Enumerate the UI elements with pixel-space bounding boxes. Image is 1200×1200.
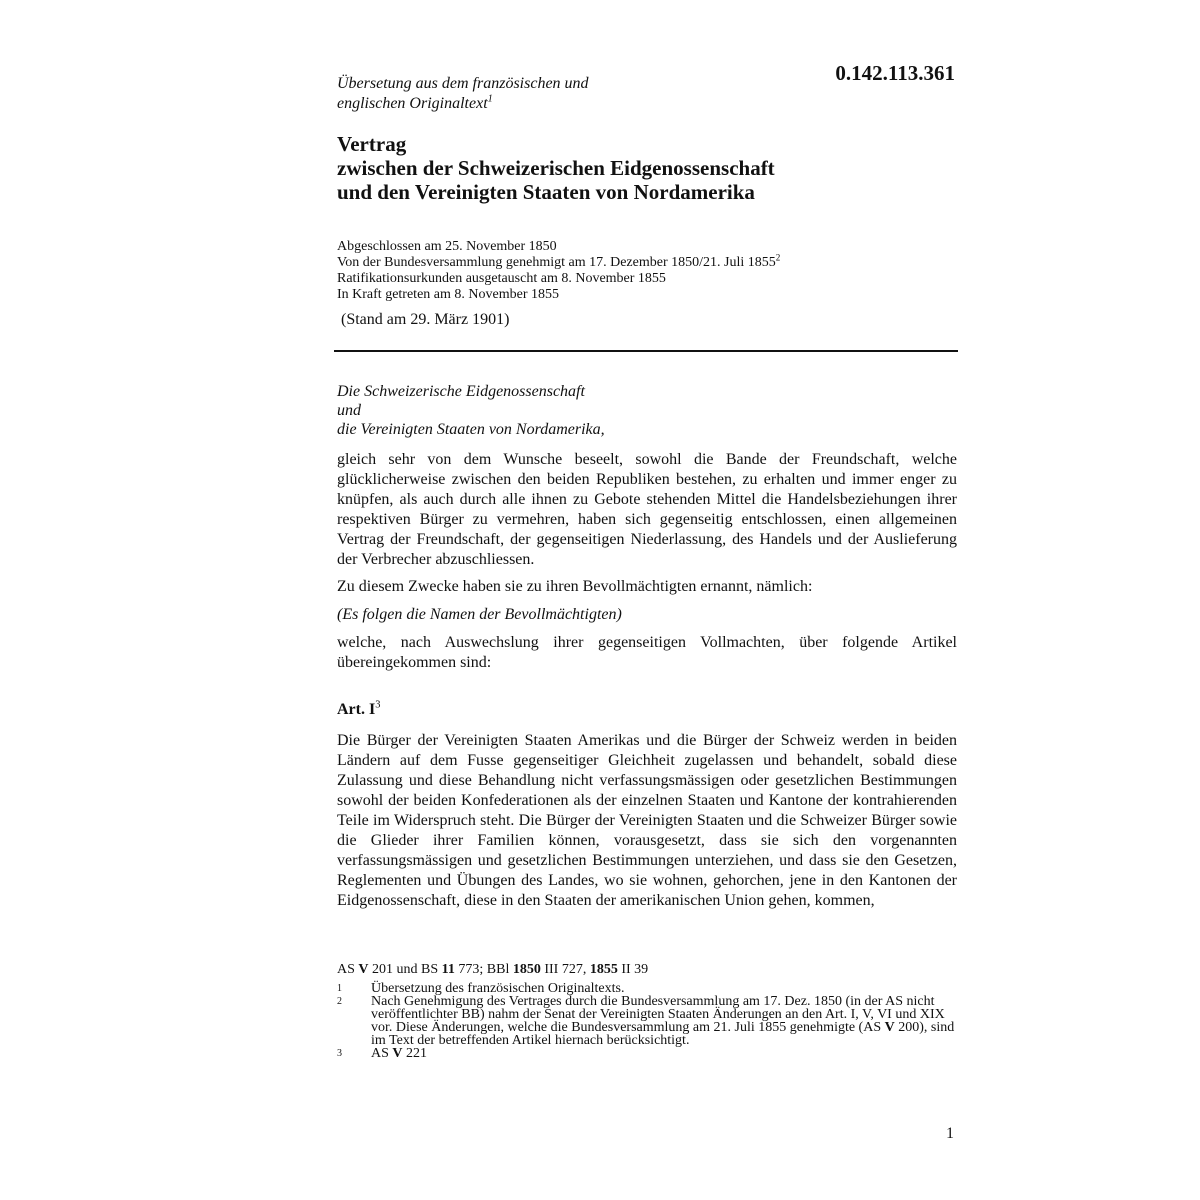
source-text: AS bbox=[337, 962, 359, 977]
footnote-ref-3[interactable]: 3 bbox=[375, 699, 381, 711]
footnote-text bbox=[371, 995, 957, 1047]
title-line3: und den Vereinigten Staaten von Nordamerika bbox=[337, 180, 755, 204]
source-text: III 727, bbox=[540, 962, 590, 977]
document-title bbox=[337, 132, 977, 204]
in-force-date: In Kraft getreten am 8. November 1855 bbox=[337, 287, 559, 302]
footnote-ref-1[interactable]: 1 bbox=[487, 93, 493, 105]
footnote-text-part: 200), sind im Text der betreffenden Artikel hiernach berücksichtigt. bbox=[371, 1020, 955, 1048]
article-text: Die Bürger der Vereinigten Staaten Amerikas und die Bürger der Schweiz werden in beiden Ländern auf dem Fusse gegenseitiger Gleichheit zugelassen und behandelt, sobald diese Zulassung und diese Behandlung nicht verfassungsmässigen oder gesetzlichen Bestimmungen sowohl der beiden Konfederationen als der einzelnen Staaten und Kantone der kontrahierenden Teile im Widerspruch steht. Die Bürger der Vereinigten Staaten und die Schweizer Bürger sowie die Glieder ihrer Familien können, vorausgesetzt, dass sie sich den vorgenannten verfassungsmässigen und gesetzlichen Bestimmungen unterziehen, und dass sie den Gesetzen, Reglementen und Übungen des Landes, wo sie wohnen, gehorchen, jene in den Kantonen der Eidgenossenschaft, diese in den Staaten der amerikanischen Union gehen, kommen, bbox=[337, 732, 957, 909]
article-heading bbox=[337, 701, 380, 719]
footnote-3 bbox=[337, 1047, 957, 1060]
footnote-number: 2 bbox=[337, 996, 342, 1007]
preamble-parties bbox=[337, 382, 957, 439]
footnote-number: 1 bbox=[337, 983, 342, 994]
preamble-paragraph: gleich sehr von dem Wunsche beseelt, sowohl die Bande der Freundschaft, welche glücklicherweise zwischen den beiden Republiken bestehen, zu erhalten und immer enger zu knüpfen, als auch durch alle ihnen zu Gebote stehenden Mittel die Handelsbeziehungen ihrer respektiven Bürger zu vermehren, haben sich gegenseitig entschlossen, einen allgemeinen Vertrag der Freundschaft, der gegenseitigen Niederlassung, des Handels und der Auslieferung der Verbrecher abzuschliessen. bbox=[337, 451, 957, 568]
preamble-line2: und bbox=[337, 402, 361, 419]
source-text: 773; BBl bbox=[454, 962, 513, 977]
footnote-source bbox=[337, 963, 957, 976]
source-bold: V bbox=[358, 962, 369, 977]
ratification-date: Ratifikationsurkunden ausgetauscht am 8. November 1855 bbox=[337, 271, 666, 286]
footnote-number: 3 bbox=[337, 1048, 342, 1059]
status-date: (Stand am 29. März 1901) bbox=[341, 311, 510, 328]
preamble-line3: die Vereinigten Staaten von Nordamerika, bbox=[337, 421, 605, 438]
approval-date: Von der Bundesversammlung genehmigt am 17. Dezember 1850/21. Juli 1855 bbox=[337, 255, 776, 270]
footnote-text-bold: V bbox=[884, 1020, 895, 1035]
sr-number: 0.142.113.361 bbox=[835, 61, 955, 85]
translation-note-line1: Übersetung aus dem französischen und bbox=[337, 75, 589, 92]
header-divider bbox=[334, 350, 958, 352]
agreement-paragraph: welche, nach Auswechslung ihrer gegenseitigen Vollmachten, über folgende Artikel übereingekommen sind: bbox=[337, 634, 957, 671]
source-bold: 1850 bbox=[512, 962, 541, 977]
plenipotentiaries-paragraph: Zu diesem Zwecke haben sie zu ihren Bevollmächtigten ernannt, nämlich: bbox=[337, 578, 813, 595]
footnote-2 bbox=[337, 995, 957, 1047]
footnote-text-part: Nach Genehmigung des Vertrages durch die Bundesversammlung am 17. Dez. 1850 (in der AS nicht veröffentlichter BB) nahm der Senat der Vereinigten Staaten Änderungen an den Art. I, V, VI und XIX vor. Diese Änderungen, welche die Bundesversammlung am 21. Juli 1855 genehmigte (AS bbox=[371, 994, 945, 1035]
footnote-text-part: AS bbox=[371, 1046, 393, 1061]
source-bold: 11 bbox=[441, 962, 455, 977]
concluded-date: Abgeschlossen am 25. November 1850 bbox=[337, 239, 557, 254]
footnote-text: Übersetzung des französischen Originaltexts. bbox=[371, 981, 625, 996]
source-bold: 1855 bbox=[589, 962, 618, 977]
source-text: 201 und BS bbox=[368, 962, 442, 977]
title-line1: Vertrag bbox=[337, 132, 407, 156]
footnote-text bbox=[371, 1047, 957, 1060]
page-number: 1 bbox=[946, 1125, 954, 1142]
translation-note bbox=[337, 74, 757, 114]
source-text: II 39 bbox=[617, 962, 649, 977]
footnote-text-part: 221 bbox=[402, 1046, 428, 1061]
translation-note-line2: englischen Originaltext bbox=[337, 95, 488, 112]
footnote-ref-2[interactable]: 2 bbox=[775, 252, 781, 263]
plenipotentiaries-note: (Es folgen die Namen der Bevollmächtigten) bbox=[337, 606, 622, 623]
preamble-line1: Die Schweizerische Eidgenossenschaft bbox=[337, 383, 585, 400]
title-line2: zwischen der Schweizerischen Eidgenossenschaft bbox=[337, 156, 775, 180]
treaty-metadata bbox=[337, 239, 957, 303]
article-heading-text: Art. I bbox=[337, 701, 376, 718]
footnote-text-bold: V bbox=[392, 1046, 403, 1061]
footnotes bbox=[337, 963, 957, 1060]
